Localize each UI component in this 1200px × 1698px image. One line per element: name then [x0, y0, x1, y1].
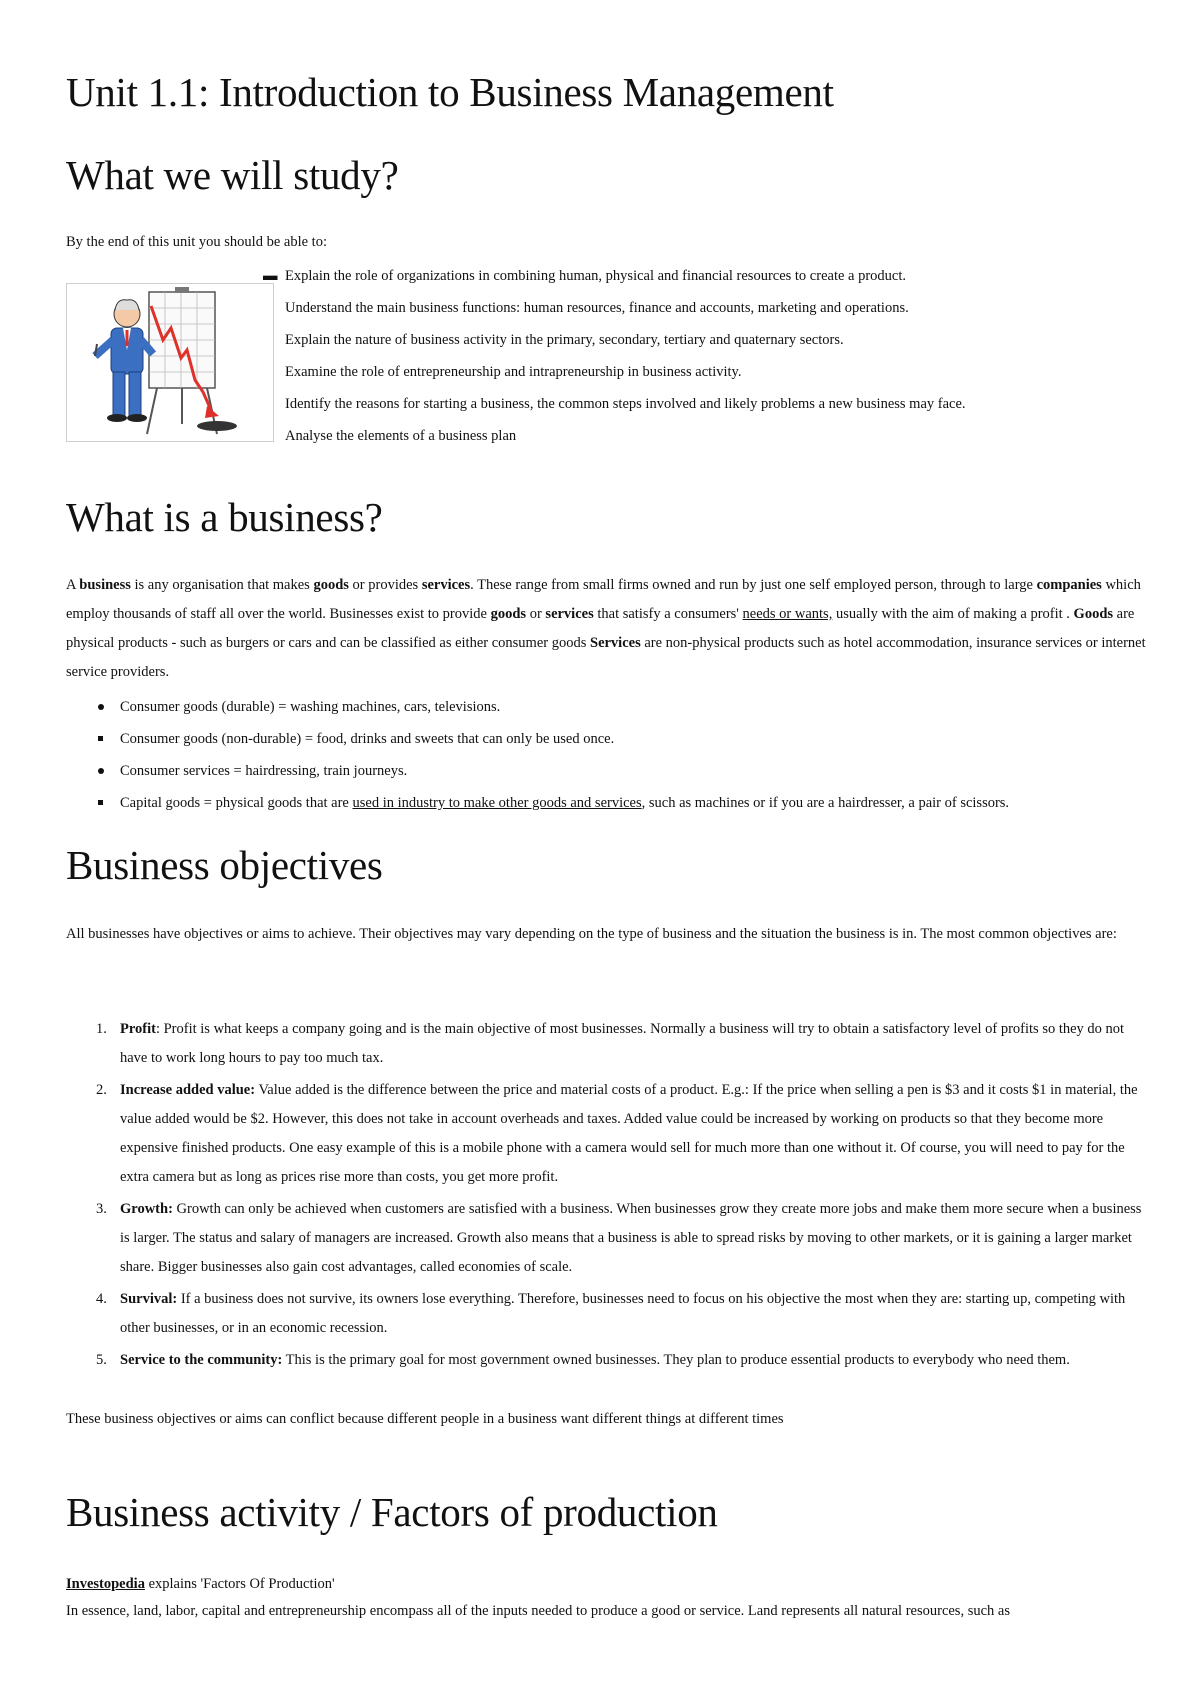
- list-item: Consumer services = hairdressing, train journeys.: [66, 757, 1009, 789]
- heading-what-is-a-business: What is a business?: [66, 494, 383, 540]
- list-item: 5. Service to the community: This is the primary goal for most government owned businesses. They plan to produce essential products to everybody who need them.: [96, 1352, 1070, 1368]
- list-item: Consumer goods (non-durable) = food, drinks and sweets that can only be used once.: [66, 725, 1009, 757]
- list-item: 1. Profit: Profit is what keeps a company going and is the main objective of most businesses. Normally a business will try to obtain a satisfactory level of profits so they do not have to work long hours to pay too much tax.: [96, 1021, 1125, 1066]
- factors-paragraph: In essence, land, labor, capital and entrepreneurship encompass all of the inputs needed to produce a good or service. Land represents all natural resources, such as: [66, 1603, 1010, 1619]
- goods-types-list: [66, 693, 1009, 821]
- list-item: Understand the main business functions: human resources, finance and accounts, marketing and operations.: [285, 300, 909, 316]
- objectives-list: [66, 1015, 1146, 1378]
- list-item: 3. Growth: Growth can only be achieved when customers are satisfied with a business. When businesses grow they create more jobs and make them more secure when a business is larger. The status and salary of managers are increased. Growth also means that a business is able to spread risks by moving to other markets, or it is gaining a larger market share. Bigger businesses also gain cost advantages, called economies of scale.: [96, 1201, 1142, 1275]
- list-item: Capital goods = physical goods that are used in industry to make other goods and services, such as machines or if you are a hairdresser, a pair of scissors.: [66, 789, 1009, 821]
- bullet-icon: [98, 768, 104, 774]
- source-line: Investopedia explains 'Factors Of Production': [66, 1576, 335, 1592]
- heading-factors-of-production: Business activity / Factors of production: [66, 1489, 718, 1535]
- presenter-chart-icon: [67, 284, 273, 441]
- list-item: Explain the nature of business activity in the primary, secondary, tertiary and quaternary sectors.: [285, 332, 844, 348]
- square-bullet-icon: [98, 800, 103, 805]
- learning-goals-list: [263, 263, 966, 455]
- list-item: Examine the role of entrepreneurship and intrapreneurship in business activity.: [285, 364, 742, 380]
- objectives-intro: All businesses have objectives or aims to achieve. Their objectives may vary depending on the type of business and the situation the business is in. The most common objectives are:: [66, 926, 1117, 942]
- list-item: 2. Increase added value: Value added is the difference between the price and material costs of a product. E.g.: If the price when selling a pen is $3 and it costs $1 in material, the value added would be $2. However, this does not take in account overheads and taxes. Added value could be increased by working on products so that they become more expensive finished products. One easy example of this is a mobile phone with a camera would sell for much more than one without it. Of course, you will need to pay for the extra camera but as long as prices rise more than costs, you get more profit.: [96, 1082, 1138, 1185]
- objectives-closing: These business objectives or aims can conflict because different people in a business want different things at different times: [66, 1411, 784, 1427]
- investopedia-link[interactable]: Investopedia: [66, 1576, 145, 1592]
- heading-what-we-will-study: What we will study?: [66, 152, 399, 198]
- business-definition-paragraph: A business is any organisation that makes goods or provides services. These range from small firms owned and run by just one self employed person, through to large companies which employ thousands of staff all over the world. Businesses exist to provide goods or services that satisfy a consumers' needs or wants, usually with the aim of making a profit . Goods are physical products - such as burgers or cars and can be classified as either consumer goods Services are non-physical products such as hotel accommodation, insurance services or internet service providers.: [66, 577, 1146, 680]
- square-bullet-icon: [98, 736, 103, 741]
- bullet-icon: [98, 704, 104, 710]
- dash-marker-icon: ▬: [263, 268, 278, 284]
- page-title: Unit 1.1: Introduction to Business Management: [66, 69, 834, 115]
- list-item: ▬ Explain the role of organizations in combining human, physical and financial resources to create a product.: [285, 263, 966, 295]
- list-item: Analyse the elements of a business plan: [285, 428, 517, 444]
- heading-business-objectives: Business objectives: [66, 842, 383, 888]
- business-decline-illustration: [66, 283, 274, 442]
- list-item: Consumer goods (durable) = washing machines, cars, televisions.: [66, 693, 1009, 725]
- list-item: 4. Survival: If a business does not survive, its owners lose everything. Therefore, businesses need to focus on his objective the most when they are: starting up, competing with other businesses, or in an economic recession.: [96, 1291, 1126, 1336]
- study-intro: By the end of this unit you should be able to:: [66, 234, 327, 250]
- list-item: Identify the reasons for starting a business, the common steps involved and likely problems a new business may face.: [285, 396, 966, 412]
